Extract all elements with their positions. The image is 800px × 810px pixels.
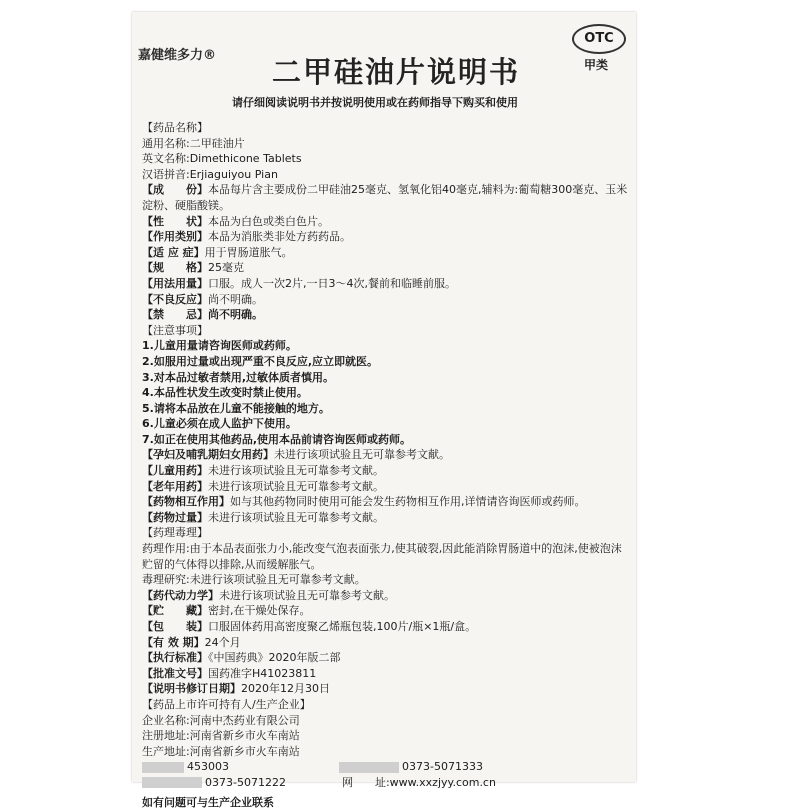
leaflet-page	[132, 12, 636, 809]
section-manufacturer: 【药品上市许可持有人/生产企业】	[142, 697, 311, 711]
field-text: 未进行该项试验且无可靠参考文献。	[208, 479, 384, 493]
field-pregnancy	[142, 447, 630, 463]
field-text: 尚不明确。	[208, 308, 263, 322]
leaflet-body	[142, 120, 630, 810]
english-name: 英文名称:Dimethicone Tablets	[142, 152, 302, 166]
field-text: 口服固体药用高密度聚乙烯瓶包装,100片/瓶×1瓶/盒。	[208, 620, 477, 633]
precaution-item: 1.儿童用量请咨询医师或药师。	[142, 339, 297, 353]
field-pediatric	[142, 463, 630, 479]
company-website: www.xxzjyy.com.cn	[389, 775, 496, 789]
field-overdose	[142, 510, 630, 526]
field-text: 尚不明确。	[208, 292, 263, 306]
field-dosage	[142, 276, 630, 292]
company-website-label: 网 址:	[341, 775, 390, 789]
precaution-item: 5.请将本品放在儿童不能接触的地方。	[142, 401, 330, 415]
document-title: 二甲硅油片说明书	[272, 55, 521, 89]
field-storage	[142, 603, 630, 619]
field-appearance	[142, 214, 630, 230]
precaution-item: 6.儿童必须在成人监护下使用。	[142, 417, 297, 431]
redacted-label	[142, 762, 184, 773]
precaution-item: 7.如正在使用其他药品,使用本品前请咨询医师或药师。	[142, 432, 412, 446]
field-label: 【药物过量】	[142, 510, 208, 524]
field-packaging	[142, 619, 630, 635]
pharmacology-action: 药理作用:由于本品表面张力小,能改变气泡表面张力,使其破裂,因此能消除胃肠道中的泡沫,使被泡沫贮留的气体得以排除,从而缓解胀气。	[142, 542, 622, 571]
field-approval-number	[142, 666, 630, 682]
generic-name: 通用名称:二甲硅油片	[142, 136, 245, 150]
field-label: 【禁 忌】	[142, 308, 208, 322]
company-contact-row	[142, 775, 630, 791]
field-text: 本品每片含主要成份二甲硅油25毫克、氢氧化铝40毫克,辅料为:葡萄糖300毫克、玉米淀粉、硬脂酸镁。	[142, 183, 628, 212]
field-label: 【适 应 症】	[142, 245, 205, 259]
company-contact-row	[142, 759, 630, 775]
field-text: 口服。成人一次2片,一日3～4次,餐前和临睡前服。	[208, 276, 456, 290]
field-label: 【孕妇及哺乳期妇女用药】	[142, 448, 274, 462]
field-label: 【说明书修订日期】	[142, 682, 241, 696]
redacted-label	[142, 777, 202, 788]
field-text: 25毫克	[208, 261, 244, 275]
redacted-label	[339, 762, 399, 773]
field-text: 本品为消胀类非处方药药品。	[208, 230, 351, 244]
field-text: 未进行该项试验且无可靠参考文献。	[274, 448, 450, 462]
otc-class-label: 甲类	[584, 58, 609, 72]
footer-contact-note: 如有问题可与生产企业联系	[142, 795, 274, 809]
field-text: 本品为白色或类白色片。	[208, 214, 329, 228]
section-drug-name: 【药品名称】	[142, 121, 208, 134]
pharmacology-toxicology: 毒理研究:未进行该项试验且无可靠参考文献。	[142, 573, 366, 587]
company-registered-address: 注册地址:河南省新乡市火车南站	[142, 729, 300, 743]
field-label: 【用法用量】	[142, 276, 208, 290]
company-name: 企业名称:河南中杰药业有限公司	[142, 713, 300, 727]
field-text: 用于胃肠道胀气。	[204, 245, 293, 259]
field-label: 【不良反应】	[142, 292, 208, 306]
company-production-address: 生产地址:河南省新乡市火车南站	[142, 744, 300, 758]
precaution-item: 2.如服用过量或出现严重不良反应,应立即就医。	[142, 354, 379, 368]
precaution-item: 3.对本品过敏者禁用,过敏体质者慎用。	[142, 370, 335, 384]
otc-badge: OTC	[572, 24, 626, 54]
section-precautions: 【注意事项】	[142, 323, 208, 337]
field-interactions	[142, 494, 630, 510]
field-category	[142, 229, 630, 245]
field-contraindications	[142, 307, 630, 323]
field-adverse-reactions	[142, 292, 630, 308]
field-label: 【贮 藏】	[142, 604, 208, 618]
field-text: 未进行该项试验且无可靠参考文献。	[219, 588, 395, 602]
field-label: 【成 份】	[142, 183, 208, 197]
field-text: 国药准字H41023811	[208, 666, 317, 680]
field-text: 未进行该项试验且无可靠参考文献。	[208, 510, 384, 524]
field-text: 2020年12月30日	[241, 682, 330, 696]
field-label: 【规 格】	[142, 261, 208, 275]
company-fax: 0373-5071222	[205, 775, 286, 789]
field-standard	[142, 650, 630, 666]
field-label: 【儿童用药】	[142, 464, 208, 478]
field-label: 【批准文号】	[142, 666, 208, 680]
field-text: 《中国药典》2020年版二部	[208, 651, 341, 665]
company-postcode: 453003	[187, 760, 229, 774]
field-label: 【药物相互作用】	[142, 495, 230, 509]
brand-logo: 嘉健维多力®	[138, 48, 217, 63]
field-specification	[142, 260, 630, 276]
field-label: 【有 效 期】	[142, 635, 205, 649]
field-label: 【执行标准】	[142, 651, 208, 665]
field-label: 【老年用药】	[142, 479, 208, 493]
field-label: 【药代动力学】	[142, 588, 219, 602]
field-label: 【性 状】	[142, 214, 208, 228]
section-pharmacology: 【药理毒理】	[142, 526, 208, 540]
instruction-subtitle: 请仔细阅读说明书并按说明使用或在药师指导下购买和使用	[232, 96, 518, 109]
field-pharmacokinetics	[142, 588, 630, 604]
precaution-item: 4.本品性状发生改变时禁止使用。	[142, 386, 308, 400]
field-label: 【作用类别】	[142, 230, 208, 244]
field-geriatric	[142, 479, 630, 495]
field-text: 未进行该项试验且无可靠参考文献。	[208, 464, 384, 478]
field-indication	[142, 245, 630, 261]
pinyin-name: 汉语拼音:Erjiaguiyou Pian	[142, 167, 278, 181]
field-shelf-life	[142, 635, 630, 651]
field-text: 24个月	[204, 635, 241, 649]
field-text: 如与其他药物同时使用可能会发生药物相互作用,详情请咨询医师或药师。	[230, 495, 586, 509]
company-phone: 0373-5071333	[402, 760, 483, 774]
field-text: 密封,在干燥处保存。	[208, 604, 311, 618]
field-ingredients	[142, 182, 630, 213]
field-label: 【包 装】	[142, 620, 208, 633]
field-revision-date	[142, 681, 630, 697]
